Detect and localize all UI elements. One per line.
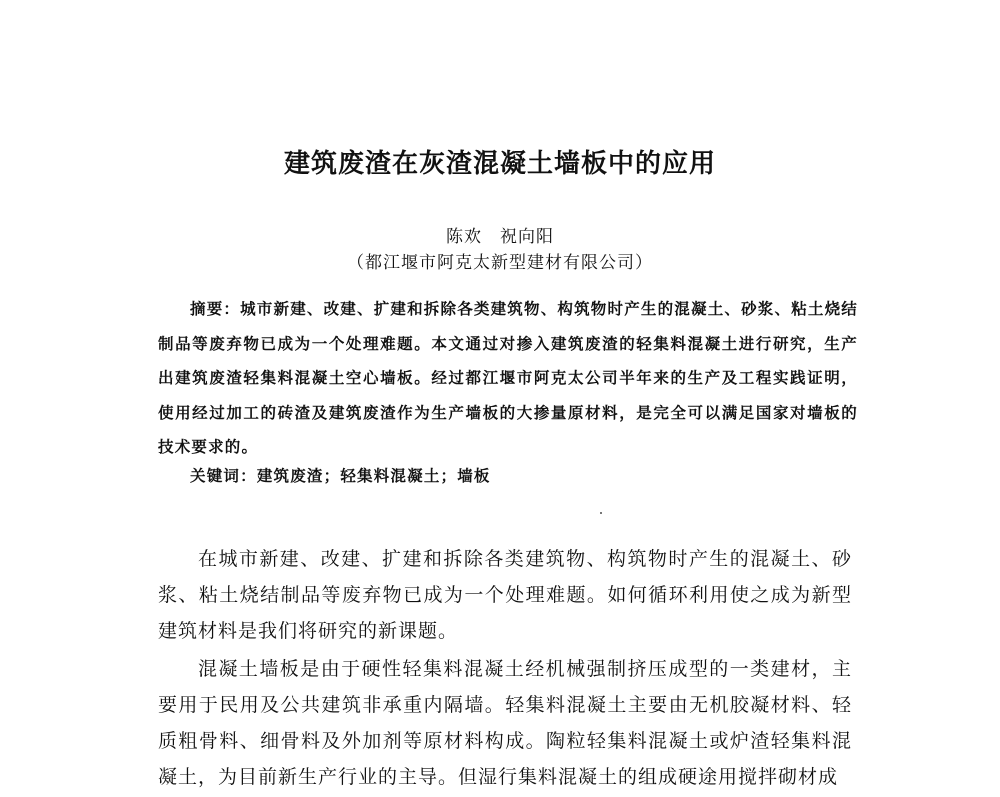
paper-title: 建筑废渣在灰渣混凝土墙板中的应用 xyxy=(283,149,716,179)
paper-authors: 陈欢 祝向阳 xyxy=(446,227,554,247)
paper-affiliation: （都江堰市阿克太新型建材有限公司） xyxy=(347,253,653,273)
body-paragraph-2: 混凝土墙板是由于硬性轻集料混凝土经机械强制挤压成型的一类建材，主要用于民用及公共建筑非承重内隔墙。轻集料混凝土主要由无机胶凝材料、轻质粗骨料、细骨料及外加剂等原材料构成。陶粒轻集料混凝土或炉渣轻集料混凝土，为目前新生产行业的主导。但湿行集料混凝土的组成硬途用搅拌砌材成 xyxy=(158,658,852,788)
scan-speck xyxy=(600,512,602,514)
abstract-label: 摘要： xyxy=(190,299,241,318)
body-paragraph-1: 在城市新建、改建、扩建和拆除各类建筑物、构筑物时产生的混凝土、砂浆、粘土烧结制品等废弃物已成为一个处理难题。如何循环利用使之成为新型建筑材料是我们将研究的新课题。 xyxy=(158,548,852,642)
keywords-label: 关键词： xyxy=(190,466,257,485)
keywords-block xyxy=(190,464,491,486)
abstract-text: 城市新建、改建、扩建和拆除各类建筑物、构筑物时产生的混凝土、砂浆、粘土烧结制品等废弃物已成为一个处理难题。本文通过对掺入建筑废渣的轻集料混凝土进行研究，生产出建筑废渣轻集料混凝土空心墙板。经过都江堰市阿克太公司半年来的生产及工程实践证明，使用经过加工的砖渣及建筑废渣作为生产墙板的大掺量原材料，是完全可以满足国家对墙板的技术要求的。 xyxy=(158,299,859,456)
abstract-block xyxy=(158,292,858,465)
keywords-text: 建筑废渣；轻集料混凝土；墙板 xyxy=(256,466,491,485)
body-text xyxy=(158,541,852,797)
